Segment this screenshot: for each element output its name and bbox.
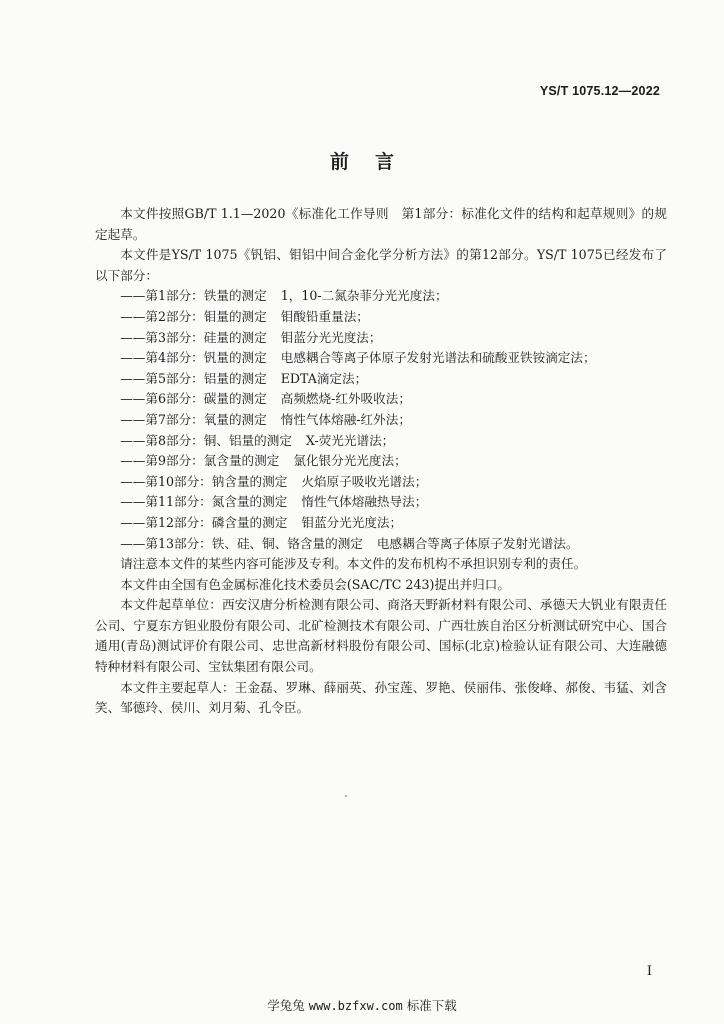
paragraph-series-intro: 本文件是YS/T 1075《钒铝、钼铝中间合金化学分析方法》的第12部分。YS/T 1075已经发布了以下部分：: [95, 247, 667, 283]
part-name: ——第1部分：铁量的测定: [120, 288, 267, 304]
part-name: ——第11部分：氮含量的测定: [120, 494, 288, 510]
paragraph-drafting-units: 本文件起草单位：西安汉唐分析检测有限公司、商洛天野新材料有限公司、承德天大钒业有限责任公司、宁夏东方钽业股份有限公司、北矿检测技术有限公司、广西壮族自治区分析测试研究中心、国合通用(青岛)测试评价有限公司、忠世高新材料股份有限公司、国标(北京)检验认证有限公司、大连融德特种材料有限公司、宝钛集团有限公司。: [95, 597, 667, 675]
list-item: [95, 431, 667, 452]
part-method: 钼蓝分光光度法；: [280, 329, 382, 345]
part-method: X-荧光光谱法；: [305, 432, 395, 448]
part-method: 惰性气体熔融热导法；: [301, 494, 428, 510]
part-name: ——第4部分：钒量的测定: [120, 350, 267, 366]
part-name: ——第3部分：硅量的测定: [120, 329, 267, 345]
part-method: 钼酸铅重量法；: [280, 308, 369, 324]
list-item: [95, 348, 667, 369]
list-item: [95, 286, 667, 307]
part-method: 电感耦合等离子体原子发射光谱法和硫酸亚铁铵滴定法；: [280, 350, 596, 366]
paragraph-drafters: 本文件主要起草人：王金磊、罗琳、薛丽英、孙宝莲、罗艳、侯丽伟、张俊峰、郝俊、韦猛、刘含笑、邹德玲、侯川、刘月菊、孔令臣。: [95, 679, 667, 716]
part-method: EDTA滴定法；: [280, 370, 368, 386]
footer-watermark: [0, 996, 724, 1014]
footer-tagline: 标准下载: [406, 998, 457, 1013]
scan-speck: [345, 795, 347, 797]
parts-list: [95, 286, 667, 554]
list-item: [95, 513, 667, 534]
page-title: 前言: [329, 151, 420, 173]
list-item: [95, 492, 667, 513]
list-item: [95, 307, 667, 328]
list-item: [95, 410, 667, 431]
paragraph-proposer: 本文件由全国有色金属标准化技术委员会(SAC/TC 243)提出并归口。: [120, 576, 510, 592]
part-name: ——第7部分：氧量的测定: [120, 411, 267, 427]
part-method: 钼蓝分光光度法；: [301, 514, 403, 530]
foreword-body: [95, 204, 667, 719]
part-method: 氯化银分光光度法；: [293, 453, 407, 469]
paragraph-patent-notice: 请注意本文件的某些内容可能涉及专利。本文件的发布机构不承担识别专利的责任。: [120, 556, 587, 572]
part-name: ——第13部分：铁、硅、铜、铬含量的测定: [120, 535, 363, 551]
part-method: 电感耦合等离子体原子发射光谱法。: [376, 535, 579, 551]
part-name: ——第9部分：氯含量的测定: [120, 453, 280, 469]
page-number: I: [646, 964, 652, 979]
part-method: 惰性气体熔融-红外法；: [280, 411, 411, 427]
document-code: YS/T 1075.12—2022: [539, 84, 660, 98]
part-method: 火焰原子吸收光谱法；: [301, 473, 428, 489]
part-method: 高频燃烧-红外吸收法；: [280, 391, 411, 407]
list-item: [95, 328, 667, 349]
list-item: [95, 451, 667, 472]
list-item: [95, 472, 667, 493]
part-name: ——第5部分：铝量的测定: [120, 370, 267, 386]
part-name: ——第12部分：磷含量的测定: [120, 514, 288, 530]
part-name: ——第6部分：碳量的测定: [120, 391, 267, 407]
part-method: 1，10-二氮杂菲分光光度法；: [280, 288, 448, 304]
part-name: ——第8部分：铜、铝量的测定: [120, 432, 292, 448]
footer-site-name: 学兔兔: [267, 998, 305, 1013]
part-name: ——第10部分：钠含量的测定: [120, 473, 288, 489]
list-item: [95, 534, 667, 555]
list-item: [95, 369, 667, 390]
part-name: ——第2部分：钼量的测定: [120, 308, 267, 324]
list-item: [95, 389, 667, 410]
footer-url[interactable]: www.bzfxw.com: [308, 999, 403, 1013]
paragraph-drafting-rules: 本文件按照GB/T 1.1—2020《标准化工作导则 第1部分：标准化文件的结构和起草规则》的规定起草。: [95, 206, 667, 242]
